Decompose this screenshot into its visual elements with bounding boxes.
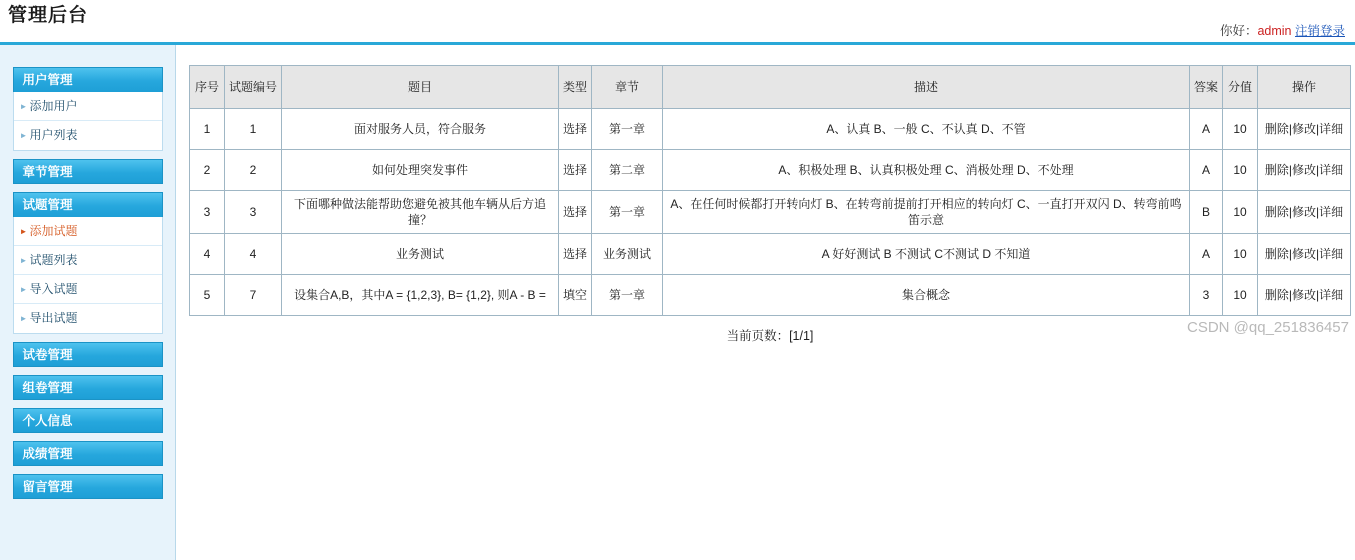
sidebar-group-score-management[interactable]: 成绩管理 (13, 441, 163, 466)
cell-title: 面对服务人员，符合服务 (282, 109, 559, 150)
chevron-right-icon: ► (19, 102, 28, 111)
column-header-type: 类型 (559, 66, 592, 109)
table-row (190, 275, 1351, 316)
sidebar-group-user-management[interactable]: 用户管理 (13, 67, 163, 92)
sidebar-item-user-list[interactable] (14, 121, 162, 150)
cell-seq: 4 (190, 234, 225, 275)
cell-type: 选择 (559, 150, 592, 191)
row-actions[interactable]: 删除|修改|详细 (1258, 275, 1351, 316)
cell-answer: A (1190, 150, 1223, 191)
cell-score: 10 (1223, 150, 1258, 191)
cell-chapter: 第一章 (592, 275, 663, 316)
table-header (190, 66, 1351, 109)
sidebar-item-label: 添加用户 (29, 99, 78, 113)
table-row (190, 150, 1351, 191)
user-bar (1220, 21, 1345, 39)
table-row (190, 234, 1351, 275)
cell-title: 设集合A,B，其中A = {1,2,3}, B= {1,2}, 则A - B = (282, 275, 559, 316)
greeting-label: 你好： (1219, 24, 1258, 38)
table-row (190, 109, 1351, 150)
row-actions[interactable]: 删除|修改|详细 (1258, 150, 1351, 191)
cell-chapter: 业务测试 (592, 234, 663, 275)
cell-type: 选择 (559, 191, 592, 234)
sidebar-group-question-management-items (13, 217, 163, 334)
cell-number: 1 (225, 109, 282, 150)
sidebar-item-label: 导入试题 (29, 282, 78, 296)
cell-score: 10 (1223, 275, 1258, 316)
page-header (0, 0, 1355, 45)
cell-title: 如何处理突发事件 (282, 150, 559, 191)
column-header-title: 题目 (282, 66, 559, 109)
sidebar-menu (13, 67, 163, 499)
chevron-right-icon: ► (19, 256, 28, 265)
cell-chapter: 第一章 (592, 191, 663, 234)
page-body (0, 45, 1355, 560)
cell-score: 10 (1223, 191, 1258, 234)
sidebar-group-paper-management[interactable]: 试卷管理 (13, 342, 163, 367)
column-header-seq: 序号 (190, 66, 225, 109)
cell-score: 10 (1223, 109, 1258, 150)
table-body (190, 109, 1351, 316)
column-header-ops: 操作 (1258, 66, 1351, 109)
cell-seq: 2 (190, 150, 225, 191)
cell-type: 填空 (559, 275, 592, 316)
cell-number: 7 (225, 275, 282, 316)
sidebar-item-label: 试题列表 (29, 253, 78, 267)
chevron-right-icon: ► (19, 285, 28, 294)
cell-number: 2 (225, 150, 282, 191)
cell-chapter: 第一章 (592, 109, 663, 150)
table-row (190, 191, 1351, 234)
cell-score: 10 (1223, 234, 1258, 275)
cell-type: 选择 (559, 234, 592, 275)
sidebar-item-label: 用户列表 (29, 128, 78, 142)
sidebar-item-label: 添加试题 (29, 224, 78, 238)
cell-desc: A、积极处理 B、认真积极处理 C、消极处理 D、不处理 (663, 150, 1190, 191)
cell-answer: B (1190, 191, 1223, 234)
column-header-chapter: 章节 (592, 66, 663, 109)
cell-title: 下面哪种做法能帮助您避免被其他车辆从后方追撞？ (282, 191, 559, 234)
pagination-label: 当前页数：[1/1] (726, 329, 814, 343)
sidebar-item-import-question[interactable] (14, 275, 162, 304)
cell-seq: 1 (190, 109, 225, 150)
cell-desc: A、认真 B、一般 C、不认真 D、不管 (663, 109, 1190, 150)
cell-number: 3 (225, 191, 282, 234)
cell-seq: 5 (190, 275, 225, 316)
sidebar-item-export-question[interactable] (14, 304, 162, 333)
cell-answer: A (1190, 109, 1223, 150)
row-actions[interactable]: 删除|修改|详细 (1258, 109, 1351, 150)
sidebar-item-label: 导出试题 (29, 311, 78, 325)
cell-seq: 3 (190, 191, 225, 234)
column-header-desc: 描述 (663, 66, 1190, 109)
cell-number: 4 (225, 234, 282, 275)
question-table (189, 65, 1351, 316)
sidebar-item-add-question[interactable] (14, 217, 162, 246)
sidebar-group-chapter-management[interactable]: 章节管理 (13, 159, 163, 184)
cell-answer: 3 (1190, 275, 1223, 316)
username-label: admin (1257, 24, 1292, 38)
sidebar-group-message-management[interactable]: 留言管理 (13, 474, 163, 499)
sidebar (0, 45, 176, 560)
row-actions[interactable]: 删除|修改|详细 (1258, 191, 1351, 234)
main-content (176, 45, 1355, 344)
sidebar-group-paper-compose-management[interactable]: 组卷管理 (13, 375, 163, 400)
sidebar-item-add-user[interactable] (14, 92, 162, 121)
cell-desc: A、在任何时候都打开转向灯 B、在转弯前提前打开相应的转向灯 C、一直打开双闪 D、转弯前鸣笛示意 (663, 191, 1190, 234)
cell-desc: A 好好测试 B 不测试 C不测试 D 不知道 (663, 234, 1190, 275)
watermark-label: CSDN @qq_251836457 (1186, 319, 1349, 336)
sidebar-group-question-management[interactable]: 试题管理 (13, 192, 163, 217)
row-actions[interactable]: 删除|修改|详细 (1258, 234, 1351, 275)
cell-type: 选择 (559, 109, 592, 150)
cell-desc: 集合概念 (663, 275, 1190, 316)
table-header-row (190, 66, 1351, 109)
cell-answer: A (1190, 234, 1223, 275)
chevron-right-icon: ► (19, 314, 28, 323)
sidebar-group-user-management-items (13, 92, 163, 151)
sidebar-group-personal-info[interactable]: 个人信息 (13, 408, 163, 433)
cell-chapter: 第二章 (592, 150, 663, 191)
cell-title: 业务测试 (282, 234, 559, 275)
column-header-number: 试题编号 (225, 66, 282, 109)
sidebar-item-question-list[interactable] (14, 246, 162, 275)
chevron-right-icon: ► (19, 227, 28, 236)
page-title: 管理后台 (8, 5, 89, 26)
chevron-right-icon: ► (19, 131, 28, 140)
logout-link[interactable]: 注销登录 (1294, 24, 1345, 38)
column-header-answer: 答案 (1190, 66, 1223, 109)
column-header-score: 分值 (1223, 66, 1258, 109)
